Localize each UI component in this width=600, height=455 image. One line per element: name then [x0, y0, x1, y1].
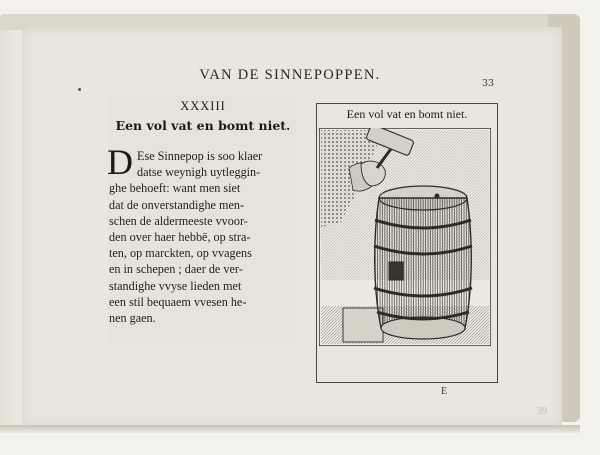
emblem-body-text — [109, 148, 299, 326]
body-line: ghe behoeft: want men siet — [109, 181, 241, 196]
running-head: VAN DE SINNEPOPPEN. — [199, 67, 381, 83]
body-line: ten, op marckten, op vvagens — [109, 246, 252, 261]
page-number: 33 — [482, 78, 495, 89]
body-line: standighe vvyse lieden met — [109, 278, 242, 293]
barrel-hammer-engraving — [319, 128, 491, 346]
plate-caption: Een vol vat en bomt niet. — [346, 107, 468, 121]
body-line: Ese Sinnepop is soo klaer — [137, 149, 263, 163]
emblem-number: XXXIII — [180, 99, 226, 113]
body-line: datse weynigh uytleggin- — [137, 165, 261, 180]
body-line: nen gaen. — [109, 311, 156, 326]
body-line: een stil bequaem vvesen he- — [109, 294, 247, 309]
body-line: den over haer hebbē, op stra- — [109, 230, 251, 245]
page-shadow — [0, 425, 580, 433]
left-page-edge — [0, 30, 24, 428]
ink-dot — [78, 88, 81, 91]
body-line: schen de aldermeeste vvoor- — [109, 213, 248, 228]
library-stamp: 39 — [537, 406, 547, 417]
body-line: en in schepen ; daer de ver- — [109, 262, 243, 277]
signature-mark: E — [441, 386, 448, 397]
emblem-motto: Een vol vat en bomt niet. — [115, 118, 291, 133]
drop-cap: D — [107, 142, 133, 182]
body-line: dat de onverstandighe men- — [109, 197, 245, 212]
